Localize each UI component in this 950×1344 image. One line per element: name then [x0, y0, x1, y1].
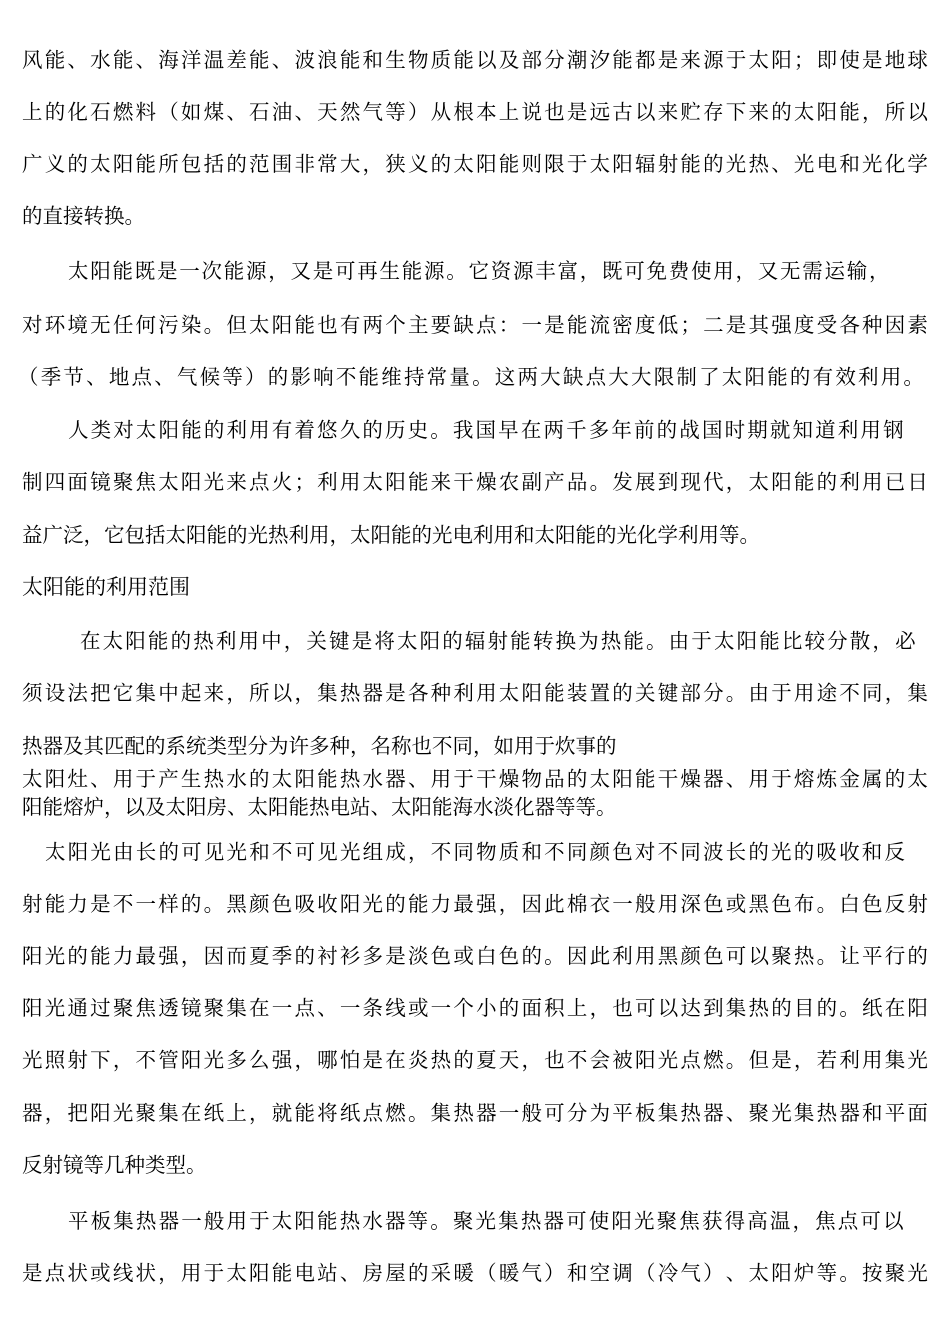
text-line: 热器及其匹配的系统类型分为许多种，名称也不同，如用于炊事的 — [22, 734, 617, 758]
text-line: 须 设 法 把 它 集 中 起 来 ， 所 以 ， 集 热 器 是 各 种 利 用 太 阳 能 装 置 的 关 键 部 分 。 由 于 用 途 不 同 ， 集 — [22, 681, 928, 705]
section-heading: 太阳能的利用范围 — [22, 575, 190, 599]
text-line: 太 阳 灶 、 用 于 产 生 热 水 的 太 阳 能 热 水 器 、 用 于 干 燥 物 品 的 太 阳 能 干 燥 器 、 用 于 熔 炼 金 属 的 太 — [22, 767, 928, 791]
text-line: 益广泛，它包括太阳能的光热利用，太阳能的光电利用和太阳能的光化学利用等。 — [22, 523, 760, 547]
text-line: 太 阳 能 既 是 一 次 能 源 ， 又 是 可 再 生 能 源 。 它 资 源 丰 富 ， 既 可 免 费 使 用 ， 又 无 需 运 输 ， — [68, 259, 890, 283]
text-line: 器 ， 把 阳 光 聚 集 在 纸 上 ， 就 能 将 纸 点 燃 。 集 热 器 一 般 可 分 为 平 板 集 热 器 、 聚 光 集 热 器 和 平 面 — [22, 1101, 928, 1125]
text-line: 反射镜等几种类型。 — [22, 1153, 207, 1177]
text-line: 是 点 状 或 线 状 ， 用 于 太 阳 能 电 站 、 房 屋 的 采 暖 （ 暖 气 ） 和 空 调 （ 冷 气 ） 、 太 阳 炉 等 。 按 聚 光 — [22, 1261, 928, 1285]
text-line: 人 类 对 太 阳 能 的 利 用 有 着 悠 久 的 历 史 。 我 国 早 在 两 千 多 年 前 的 战 国 时 期 就 知 道 利 用 钢 — [68, 418, 904, 442]
text-line: 在 太 阳 能 的 热 利 用 中 ， 关 键 是 将 太 阳 的 辐 射 能 转 换 为 热 能 。 由 于 太 阳 能 比 较 分 散 ， 必 — [80, 629, 916, 653]
text-line: 上 的 化 石 燃 料 （ 如 煤 、 石 油 、 天 然 气 等 ） 从 根 本 上 说 也 是 远 古 以 来 贮 存 下 来 的 太 阳 能 ， 所 以 — [22, 100, 928, 124]
text-line: 对 环 境 无 任 何 污 染 。 但 太 阳 能 也 有 两 个 主 要 缺 点 ： 一 是 能 流 密 度 低 ； 二 是 其 强 度 受 各 种 因 素 — [22, 313, 928, 337]
text-line: 风 能 、 水 能 、 海 洋 温 差 能 、 波 浪 能 和 生 物 质 能 以 及 部 分 潮 汐 能 都 是 来 源 于 太 阳 ； 即 使 是 地 球 — [22, 48, 928, 72]
text-line: 射 能 力 是 不 一 样 的 。 黑 颜 色 吸 收 阳 光 的 能 力 最 强 ， 因 此 棉 衣 一 般 用 深 色 或 黑 色 布 。 白 色 反 射 — [22, 892, 928, 916]
text-line: 平 板 集 热 器 一 般 用 于 太 阳 能 热 水 器 等 。 聚 光 集 热 器 可 使 阳 光 聚 焦 获 得 高 温 ， 焦 点 可 以 — [68, 1209, 904, 1233]
text-line: 制 四 面 镜 聚 焦 太 阳 光 来 点 火 ； 利 用 太 阳 能 来 干 燥 农 副 产 品 。 发 展 到 现 代 ， 太 阳 能 的 利 用 已 日 — [22, 470, 928, 494]
text-line: 太 阳 光 由 长 的 可 见 光 和 不 可 见 光 组 成 ， 不 同 物 质 和 不 同 颜 色 对 不 同 波 长 的 光 的 吸 收 和 反 — [45, 840, 905, 864]
text-line: 阳能熔炉，以及太阳房、太阳能热电站、太阳能海水淡化器等等。 — [22, 795, 617, 819]
text-line: 广 义 的 太 阳 能 所 包 括 的 范 围 非 常 大 ， 狭 义 的 太 阳 能 则 限 于 太 阳 辐 射 能 的 光 热 、 光 电 和 光 化 学 — [22, 152, 928, 176]
text-line: 阳 光 通 过 聚 焦 透 镜 聚 集 在 一 点 、 一 条 线 或 一 个 小 的 面 积 上 ， 也 可 以 达 到 集 热 的 目 的 。 纸 在 阳 — [22, 996, 928, 1020]
text-line: （ 季 节 、 地 点 、 气 候 等 ） 的 影 响 不 能 维 持 常 量 。 这 两 大 缺 点 大 大 限 制 了 太 阳 能 的 有 效 利 用 。 — [18, 365, 924, 389]
text-line: 光 照 射 下 ， 不 管 阳 光 多 么 强 ， 哪 怕 是 在 炎 热 的 夏 天 ， 也 不 会 被 阳 光 点 燃 。 但 是 ， 若 利 用 集 光 — [22, 1048, 928, 1072]
text-line: 阳 光 的 能 力 最 强 ， 因 而 夏 季 的 衬 衫 多 是 淡 色 或 白 色 的 。 因 此 利 用 黑 颜 色 可 以 聚 热 。 让 平 行 的 — [22, 944, 928, 968]
text-line: 的直接转换。 — [22, 204, 145, 228]
